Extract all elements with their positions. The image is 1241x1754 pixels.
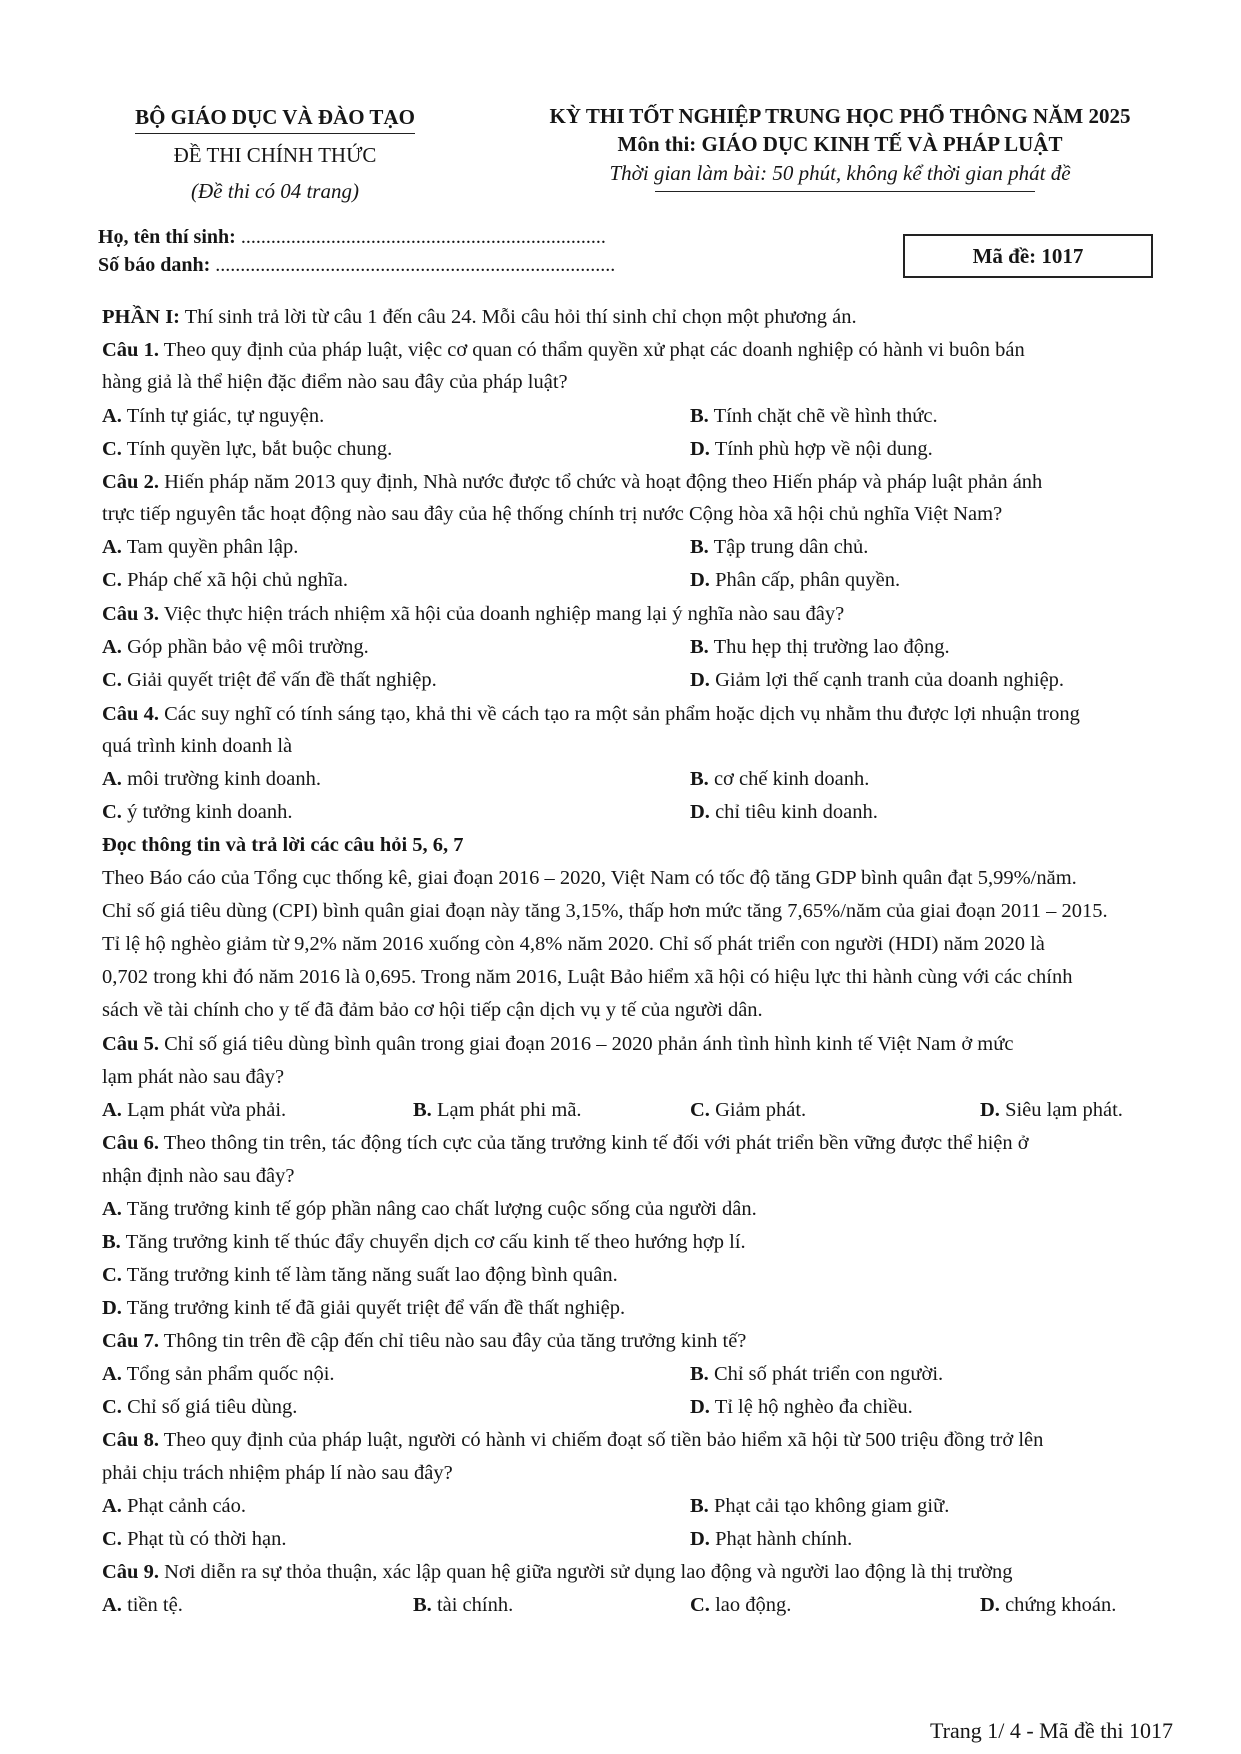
q9-option-b: [413, 1591, 513, 1619]
part1-instruction: [102, 303, 1174, 331]
option-letter: D.: [690, 1528, 710, 1550]
q9-label: Câu 9.: [102, 1561, 159, 1583]
q4-option-c: [102, 798, 293, 826]
option-text: Tam quyền phân lập.: [126, 536, 299, 558]
option-letter: C.: [102, 669, 122, 691]
option-text: Chỉ số phát triển con người.: [713, 1363, 944, 1385]
q8-option-b: [690, 1492, 949, 1520]
q4-text1: Các suy nghĩ có tính sáng tạo, khả thi về cách tạo ra một sản phẩm hoặc dịch vụ nhằm thu được lợi nhuận trong: [158, 703, 1080, 725]
page-footer: Trang 1/ 4 - Mã đề thi 1017: [929, 1718, 1173, 1743]
q2-option-d: [690, 566, 900, 594]
option-text: Phạt cải tạo không giam giữ.: [713, 1495, 950, 1517]
option-text: Tính quyền lực, bắt buộc chung.: [126, 438, 393, 460]
option-text: chỉ tiêu kinh doanh.: [715, 801, 878, 823]
option-text: Tính tự giác, tự nguyện.: [126, 405, 325, 427]
q6-option-b: [102, 1228, 746, 1256]
reading-paragraph-line: sách về tài chính cho y tế đã đảm bảo cơ hội tiếp cận dịch vụ y tế của người dân.: [102, 999, 763, 1021]
candidate-name-line: [98, 226, 606, 249]
option-text: Thu hẹp thị trường lao động.: [713, 636, 950, 658]
q9-option-d: [980, 1591, 1116, 1619]
candidate-id-line: [98, 254, 615, 277]
q1-line1: [102, 336, 1174, 364]
option-letter: D.: [980, 1099, 1000, 1121]
option-letter: D.: [690, 438, 710, 460]
option-letter: B.: [690, 768, 709, 790]
q3-option-d: [690, 666, 1064, 694]
pages-note: (Đề thi có 04 trang): [191, 179, 359, 203]
option-text: cơ chế kinh doanh.: [713, 768, 870, 790]
option-letter: A.: [102, 536, 122, 558]
candidate-name-label: Họ, tên thí sinh:: [98, 226, 236, 248]
option-letter: D.: [690, 801, 710, 823]
q3-option-c: [102, 666, 437, 694]
option-letter: A.: [102, 405, 122, 427]
option-letter: B.: [413, 1099, 432, 1121]
q4-line2: quá trình kinh doanh là: [102, 735, 293, 757]
q8-label: Câu 8.: [102, 1429, 159, 1451]
reading-paragraph-line: 0,702 trong khi đó năm 2016 là 0,695. Trong năm 2016, Luật Bảo hiểm xã hội có hiệu lực thi hành cùng với các chính: [102, 966, 1073, 988]
option-letter: B.: [690, 1363, 709, 1385]
option-text: tiền tệ.: [127, 1594, 183, 1616]
q8-option-d: [690, 1525, 852, 1553]
candidate-id-label: Số báo danh:: [98, 254, 211, 276]
q8-line1: [102, 1426, 1174, 1454]
q3-label: Câu 3.: [102, 603, 159, 625]
option-letter: D.: [690, 669, 710, 691]
q2-label: Câu 2.: [102, 471, 159, 493]
q9-option-c: [690, 1591, 791, 1619]
option-letter: A.: [102, 1099, 122, 1121]
q7-text1: Thông tin trên đề cập đến chỉ tiêu nào sau đây của tăng trưởng kinh tế?: [158, 1330, 747, 1352]
q1-option-b: [690, 402, 938, 430]
reading-paragraph-line: Theo Báo cáo của Tổng cục thống kê, giai đoạn 2016 – 2020, Việt Nam có tốc độ tăng GDP bình quân đạt 5,99%/năm.: [102, 867, 1077, 889]
option-text: Pháp chế xã hội chủ nghĩa.: [127, 569, 348, 591]
option-letter: B.: [690, 405, 709, 427]
q7-line1: [102, 1327, 1174, 1355]
q3-option-b: [690, 633, 950, 661]
time-note: Thời gian làm bài: 50 phút, không kể thời gian phát đề: [609, 161, 1071, 185]
q3-option-a: [102, 633, 369, 661]
q8-line2: phải chịu trách nhiệm pháp lí nào sau đây?: [102, 1462, 453, 1484]
part1-text: Thí sinh trả lời từ câu 1 đến câu 24. Mỗi câu hỏi thí sinh chỉ chọn một phương án.: [180, 306, 857, 328]
q9-option-a: [102, 1591, 183, 1619]
q9-line1: [102, 1558, 1174, 1586]
q7-option-a: [102, 1360, 335, 1388]
q5-text1: Chỉ số giá tiêu dùng bình quân trong giai đoạn 2016 – 2020 phản ánh tình hình kinh tế Việt Nam ở mức: [158, 1033, 1014, 1055]
option-text: Giảm phát.: [715, 1099, 807, 1121]
option-text: Lạm phát phi mã.: [436, 1099, 582, 1121]
option-text: lao động.: [715, 1594, 792, 1616]
q5-option-a: [102, 1096, 286, 1124]
exam-subject: Môn thi: GIÁO DỤC KINH TẾ VÀ PHÁP LUẬT: [617, 132, 1063, 156]
q6-option-c: [102, 1261, 618, 1289]
exam-title: KỲ THI TỐT NGHIỆP TRUNG HỌC PHỔ THÔNG NĂM 2025: [549, 104, 1131, 128]
q2-option-c: [102, 566, 348, 594]
q1-option-a: [102, 402, 324, 430]
q2-option-a: [102, 533, 298, 561]
option-letter: A.: [102, 636, 122, 658]
q6-option-d: [102, 1294, 625, 1322]
option-text: Phạt tù có thời hạn.: [127, 1528, 287, 1550]
option-letter: C.: [102, 569, 122, 591]
option-letter: C.: [102, 438, 122, 460]
q4-option-d: [690, 798, 878, 826]
option-text: Tỉ lệ hộ nghèo đa chiều.: [714, 1396, 913, 1418]
option-text: Tính chặt chẽ về hình thức.: [713, 405, 938, 427]
q5-line2: lạm phát nào sau đây?: [102, 1066, 285, 1088]
q6-text1: Theo thông tin trên, tác động tích cực của tăng trưởng kinh tế đối với phát triển bền vững được thể hiện ở: [158, 1132, 1029, 1154]
option-text: Tăng trưởng kinh tế thúc đẩy chuyển dịch cơ cấu kinh tế theo hướng hợp lí.: [125, 1231, 746, 1253]
q5-option-c: [690, 1096, 806, 1124]
option-letter: C.: [690, 1099, 710, 1121]
q4-label: Câu 4.: [102, 703, 159, 725]
option-text: Tổng sản phẩm quốc nội.: [126, 1363, 335, 1385]
option-text: Lạm phát vừa phải.: [127, 1099, 287, 1121]
option-letter: C.: [102, 801, 122, 823]
q7-option-b: [690, 1360, 943, 1388]
q7-option-c: [102, 1393, 297, 1421]
option-text: Siêu lạm phát.: [1005, 1099, 1123, 1121]
q2-option-b: [690, 533, 868, 561]
option-letter: A.: [102, 1363, 122, 1385]
q6-line1: [102, 1129, 1174, 1157]
option-letter: C.: [102, 1528, 122, 1550]
q5-label: Câu 5.: [102, 1033, 159, 1055]
exam-code: Mã đề: 1017: [972, 243, 1084, 268]
option-text: tài chính.: [436, 1594, 514, 1616]
option-text: Tính phù hợp về nội dung.: [714, 438, 933, 460]
option-letter: C.: [102, 1396, 122, 1418]
option-text: môi trường kinh doanh.: [127, 768, 321, 790]
option-text: Tăng trưởng kinh tế đã giải quyết triệt để vấn đề thất nghiệp.: [126, 1297, 626, 1319]
q8-text1: Theo quy định của pháp luật, người có hành vi chiếm đoạt số tiền bảo hiểm xã hội từ 500 triệu đồng trở lên: [158, 1429, 1044, 1451]
q9-text1: Nơi diễn ra sự thỏa thuận, xác lập quan hệ giữa người sử dụng lao động và người lao động là thị trường: [158, 1561, 1013, 1583]
q7-label: Câu 7.: [102, 1330, 159, 1352]
q4-option-a: [102, 765, 321, 793]
header-rule: [655, 191, 1035, 192]
candidate-name-dots: .........................................................................: [235, 226, 606, 248]
reading-paragraph-line: Chỉ số giá tiêu dùng (CPI) bình quân giai đoạn này tăng 3,15%, thấp hơn mức tăng 7,65%/năm của giai đoạn 2011 – 2015.: [102, 900, 1108, 922]
option-text: chứng khoán.: [1005, 1594, 1117, 1616]
option-letter: A.: [102, 1198, 122, 1220]
option-letter: B.: [690, 536, 709, 558]
header-right: [520, 102, 1160, 188]
option-letter: C.: [690, 1594, 710, 1616]
option-text: ý tưởng kinh doanh.: [127, 801, 293, 823]
q6-label: Câu 6.: [102, 1132, 159, 1154]
option-letter: D.: [980, 1594, 1000, 1616]
q1-option-d: [690, 435, 933, 463]
q4-option-b: [690, 765, 869, 793]
q2-line2: trực tiếp nguyên tắc hoạt động nào sau đây của hệ thống chính trị nước Cộng hòa xã hội chủ nghĩa Việt Nam?: [102, 503, 1003, 525]
option-letter: A.: [102, 1495, 122, 1517]
option-letter: A.: [102, 1594, 122, 1616]
q5-line1: [102, 1030, 1174, 1058]
q3-text1: Việc thực hiện trách nhiệm xã hội của doanh nghiệp mang lại ý nghĩa nào sau đây?: [158, 603, 845, 625]
option-letter: D.: [690, 569, 710, 591]
option-letter: D.: [690, 1396, 710, 1418]
q5-option-d: [980, 1096, 1123, 1124]
q6-line2: nhận định nào sau đây?: [102, 1165, 295, 1187]
official-label: ĐỀ THI CHÍNH THỨC: [173, 143, 377, 167]
q1-line2: hàng giả là thể hiện đặc điểm nào sau đây của pháp luật?: [102, 371, 568, 393]
option-text: Tăng trưởng kinh tế làm tăng năng suất lao động bình quân.: [126, 1264, 618, 1286]
part1-label: PHẦN I:: [102, 306, 181, 328]
q1-text1: Theo quy định của pháp luật, việc cơ quan có thẩm quyền xử phạt các doanh nghiệp có hành vi buôn bán: [158, 339, 1025, 361]
q1-option-c: [102, 435, 392, 463]
candidate-id-dots: ................................................................................: [210, 254, 616, 276]
reading-title: Đọc thông tin và trả lời các câu hỏi 5, 6, 7: [102, 834, 464, 856]
reading-paragraph-line: Tỉ lệ hộ nghèo giảm từ 9,2% năm 2016 xuống còn 4,8% năm 2020. Chỉ số phát triển con người (HDI) năm 2020 là: [102, 933, 1045, 955]
q7-option-d: [690, 1393, 913, 1421]
exam-code-box: [903, 234, 1153, 278]
option-letter: C.: [102, 1264, 122, 1286]
option-letter: D.: [102, 1297, 122, 1319]
option-text: Chỉ số giá tiêu dùng.: [127, 1396, 298, 1418]
q2-line1: [102, 468, 1174, 496]
q2-text1: Hiến pháp năm 2013 quy định, Nhà nước được tổ chức và hoạt động theo Hiến pháp và pháp luật phản ánh: [158, 471, 1043, 493]
q1-label: Câu 1.: [102, 339, 159, 361]
option-letter: B.: [413, 1594, 432, 1616]
q4-line1: [102, 700, 1174, 728]
q8-option-a: [102, 1492, 246, 1520]
option-text: Tăng trưởng kinh tế góp phần nâng cao chất lượng cuộc sống của người dân.: [126, 1198, 757, 1220]
ministry-name: BỘ GIÁO DỤC VÀ ĐÀO TẠO: [135, 102, 415, 134]
option-letter: B.: [102, 1231, 121, 1253]
option-text: Giải quyết triệt để vấn đề thất nghiệp.: [127, 669, 437, 691]
option-text: Tập trung dân chủ.: [713, 536, 869, 558]
q5-option-b: [413, 1096, 582, 1124]
option-letter: B.: [690, 1495, 709, 1517]
option-text: Phạt hành chính.: [715, 1528, 853, 1550]
option-letter: B.: [690, 636, 709, 658]
q6-option-a: [102, 1195, 757, 1223]
option-letter: A.: [102, 768, 122, 790]
q8-option-c: [102, 1525, 287, 1553]
q3-line1: [102, 600, 1174, 628]
option-text: Phạt cảnh cáo.: [127, 1495, 247, 1517]
header-left: [112, 102, 438, 206]
option-text: Giảm lợi thế cạnh tranh của doanh nghiệp.: [715, 669, 1065, 691]
option-text: Góp phần bảo vệ môi trường.: [127, 636, 369, 658]
option-text: Phân cấp, phân quyền.: [715, 569, 901, 591]
